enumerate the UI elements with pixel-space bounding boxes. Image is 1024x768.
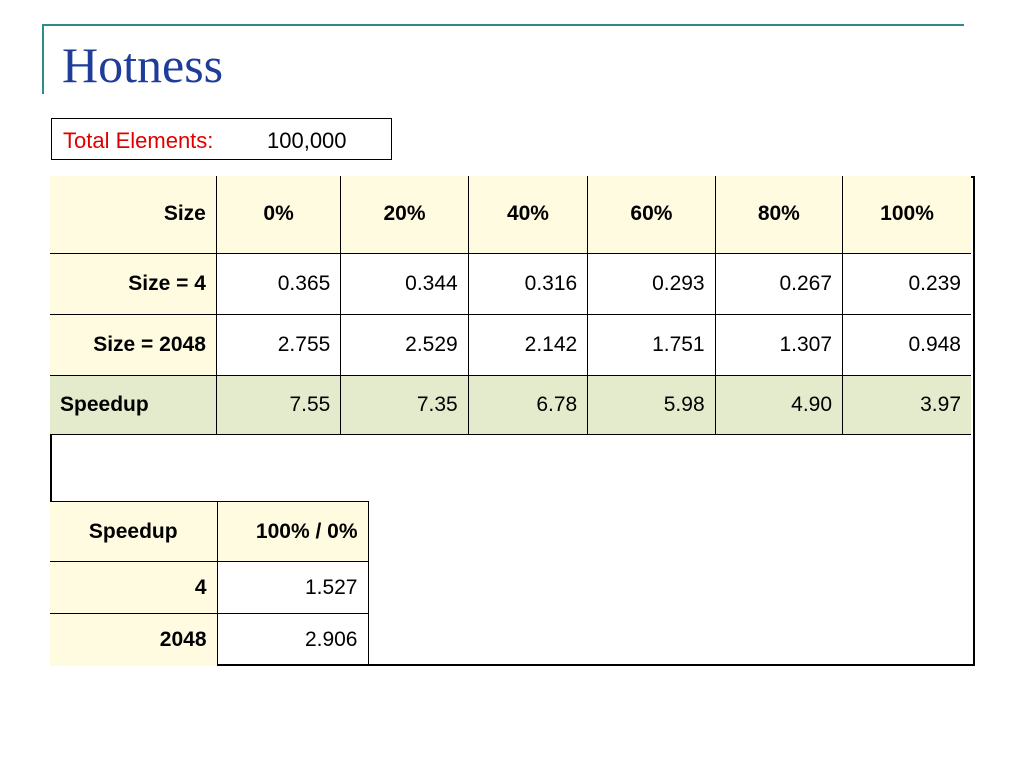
header-cell: 60% [588, 176, 715, 253]
value-cell: 2.142 [468, 314, 588, 375]
title-top-rule [42, 24, 964, 26]
row-label-cell: 4 [50, 562, 217, 614]
value-cell: 0.948 [843, 314, 971, 375]
table-row [50, 253, 971, 314]
value-cell: 3.97 [843, 375, 971, 434]
row-label-cell: 2048 [50, 614, 217, 666]
value-cell: 0.239 [843, 253, 971, 314]
total-elements-label: Total Elements: [63, 128, 214, 153]
total-elements-value: 100,000 [267, 128, 347, 153]
header-cell: 80% [715, 176, 842, 253]
timing-table [50, 176, 971, 435]
title-left-rule [42, 24, 44, 94]
value-cell: 2.529 [341, 314, 468, 375]
value-cell: 2.906 [217, 614, 368, 666]
value-cell: 1.751 [588, 314, 715, 375]
speedup-header-row [50, 502, 368, 562]
value-cell: 0.344 [341, 253, 468, 314]
value-cell: 1.527 [217, 562, 368, 614]
timing-header-row [50, 176, 971, 253]
table-row [50, 314, 971, 375]
value-cell: 6.78 [468, 375, 588, 434]
row-label-cell: Speedup [50, 375, 216, 434]
row-label-cell: Size = 2048 [50, 314, 216, 375]
speedup-table [50, 501, 369, 666]
value-cell: 1.307 [715, 314, 842, 375]
value-cell: 0.293 [588, 253, 715, 314]
header-cell: 100% [843, 176, 971, 253]
header-cell: 0% [216, 176, 340, 253]
header-cell: 40% [468, 176, 588, 253]
results-table-frame [50, 176, 975, 666]
slide-title: Hotness [62, 37, 224, 93]
value-cell: 7.55 [216, 375, 340, 434]
value-cell: 0.365 [216, 253, 340, 314]
header-cell: Size [50, 176, 216, 253]
speedup-row [50, 375, 971, 434]
header-cell: 100% / 0% [217, 502, 368, 562]
value-cell: 0.267 [715, 253, 842, 314]
table-row [50, 614, 368, 666]
value-cell: 4.90 [715, 375, 842, 434]
header-cell: Speedup [50, 502, 217, 562]
row-label-cell: Size = 4 [50, 253, 216, 314]
table-row [50, 562, 368, 614]
value-cell: 2.755 [216, 314, 340, 375]
value-cell: 5.98 [588, 375, 715, 434]
header-cell: 20% [341, 176, 468, 253]
total-elements-box [51, 118, 392, 160]
value-cell: 7.35 [341, 375, 468, 434]
value-cell: 0.316 [468, 253, 588, 314]
